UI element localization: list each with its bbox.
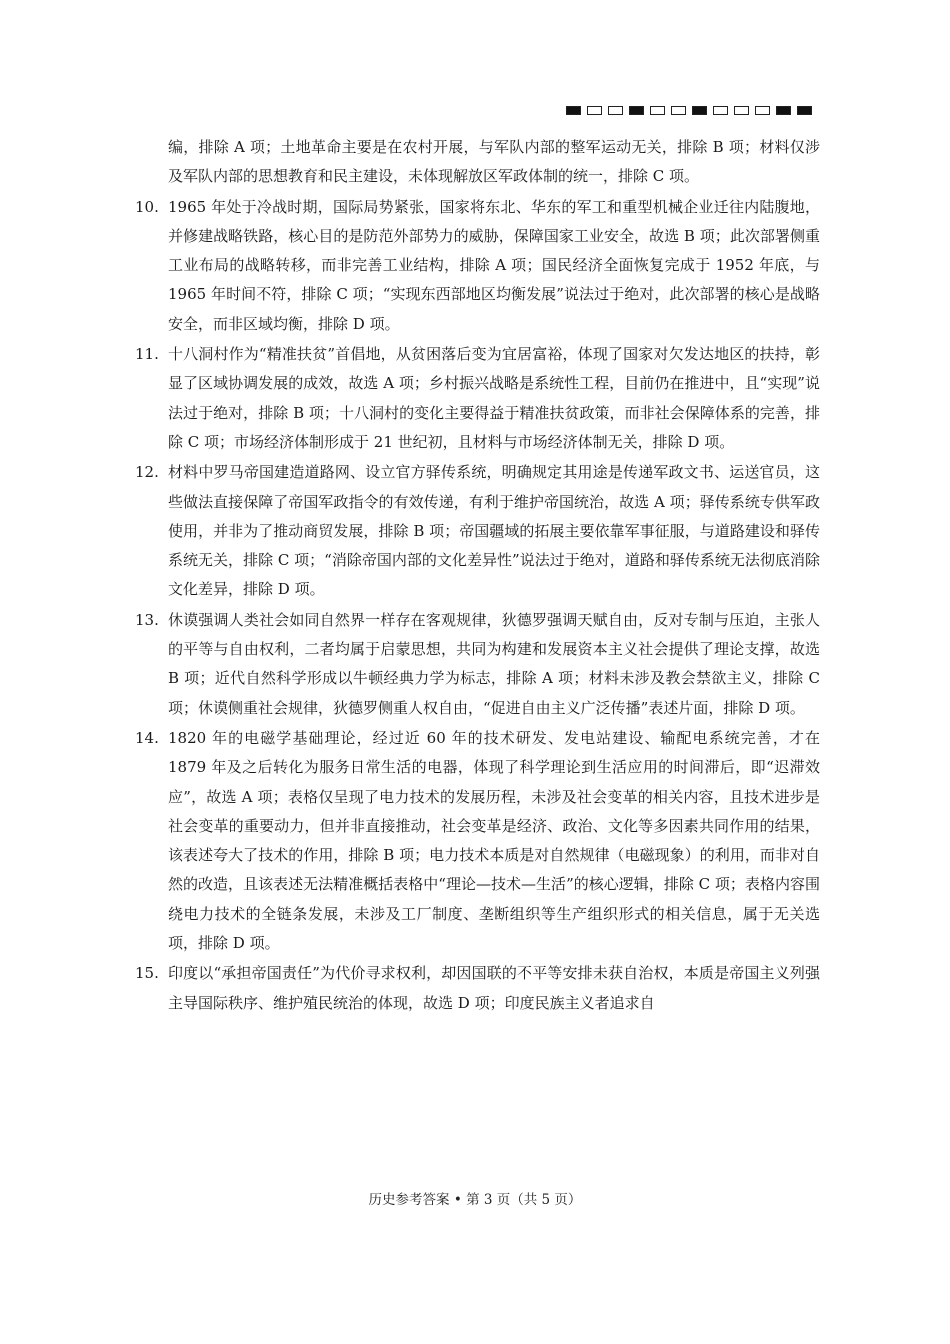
answer-content xyxy=(135,133,820,1018)
filled-square-mark xyxy=(797,106,812,115)
answer-item-15 xyxy=(135,959,820,1018)
page-footer: 历史参考答案 • 第 3 页（共 5 页） xyxy=(368,1192,582,1208)
item-text: 十八洞村作为“精准扶贫”首倡地，从贫困落后变为宜居富裕，体现了国家对欠发达地区的扶持，彰显了区域协调发展的成效，故选 A 项；乡村振兴战略是系统性工程，目前仍在推进中，且“实现”说法过于绝对，排除 B 项；十八洞村的变化主要得益于精准扶贫政策，而非社会保障体系的完善，排除 C 项；市场经济体制形成于 21 世纪初，且材料与市场经济体制无关，排除 D 项。 xyxy=(168,345,820,451)
empty-square-mark xyxy=(587,106,602,115)
item-number: 14. xyxy=(135,728,159,747)
item-text: 印度以“承担帝国责任”为代价寻求权利，却因国联的不平等安排未获自治权，本质是帝国主义列强主导国际秩序、维护殖民统治的体现，故选 D 项；印度民族主义者追求自 xyxy=(168,964,820,1012)
filled-square-mark xyxy=(629,106,644,115)
item-number: 11. xyxy=(135,345,159,364)
answer-item-11 xyxy=(135,340,820,457)
item-text: 1820 年的电磁学基础理论，经过近 60 年的技术研发、发电站建设、输配电系统完善，才在 1879 年及之后转化为服务日常生活的电器，体现了科学理论到生活应用的时间滞后，即“迟滞效应”，故选 A 项；表格仅呈现了电力技术的发展历程，未涉及社会变革的相关内容，且技术进步是社会变革的重要动力，但并非直接推动，社会变革是经济、政治、文化等多因素共同作用的结果，该表述夸大了技术的作用，排除 B 项；电力技术本质是对自然规律（电磁现象）的利用，而非对自然的改造，且该表述无法精准概括表格中“理论—技术—生活”的核心逻辑，排除 C 项；表格内容围绕电力技术的全链条发展，未涉及工厂制度、垄断组织等生产组织形式的相关信息，属于无关选项，排除 D 项。 xyxy=(168,728,820,953)
item-number: 10. xyxy=(135,197,159,216)
empty-square-mark xyxy=(671,106,686,115)
empty-square-mark xyxy=(755,106,770,115)
header-square-marks xyxy=(566,106,812,115)
empty-square-mark xyxy=(713,106,728,115)
answer-item-13 xyxy=(135,606,820,723)
empty-square-mark xyxy=(734,106,749,115)
answer-item-10 xyxy=(135,193,820,339)
filled-square-mark xyxy=(776,106,791,115)
answer-item-12 xyxy=(135,458,820,604)
item-number: 12. xyxy=(135,463,159,482)
filled-square-mark xyxy=(692,106,707,115)
continuation-text: 编，排除 A 项；土地革命主要是在农村开展，与军队内部的整军运动无关，排除 B 项；材料仅涉及军队内部的思想教育和民主建设，未体现解放区军政体制的统一，排除 C 项。 xyxy=(168,138,820,186)
item-text: 休谟强调人类社会如同自然界一样存在客观规律，狄德罗强调天赋自由，反对专制与压迫，主张人的平等与自由权利，二者均属于启蒙思想，共同为构建和发展资本主义社会提供了理论支撑，故选 B 项；近代自然科学形成以牛顿经典力学为标志，排除 A 项；材料未涉及教会禁欲主义，排除 C 项；休谟侧重社会规律，狄德罗侧重人权自由，“促进自由主义广泛传播”表述片面，排除 D 项。 xyxy=(168,610,820,717)
item-text: 材料中罗马帝国建造道路网、设立官方驿传系统，明确规定其用途是传递军政文书、运送官员，这些做法直接保障了帝国军政指令的有效传递，有利于维护帝国统治，故选 A 项；驿传系统专供军政使用，并非为了推动商贸发展，排除 B 项；帝国疆域的拓展主要依靠军事征服，与道路建设和驿传系统无关，排除 C 项；“消除帝国内部的文化差异性”说法过于绝对，道路和驿传系统无法彻底消除文化差异，排除 D 项。 xyxy=(168,463,820,599)
answer-item-14 xyxy=(135,724,820,958)
item-number: 15. xyxy=(135,964,159,983)
filled-square-mark xyxy=(566,106,581,115)
item-number: 13. xyxy=(135,610,159,629)
empty-square-mark xyxy=(650,106,665,115)
empty-square-mark xyxy=(608,106,623,115)
item-text: 1965 年处于冷战时期，国际局势紧张，国家将东北、华东的军工和重型机械企业迁往内陆腹地，并修建战略铁路，核心目的是防范外部势力的威胁，保障国家工业安全，故选 B 项；此次部署侧重工业布局的战略转移，而非完善工业结构，排除 A 项；国民经济全面恢复完成于 1952 年底，与 1965 年时间不符，排除 C 项；“实现东西部地区均衡发展”说法过于绝对，此次部署的核心是战略安全，而非区域均衡，排除 D 项。 xyxy=(168,197,820,333)
